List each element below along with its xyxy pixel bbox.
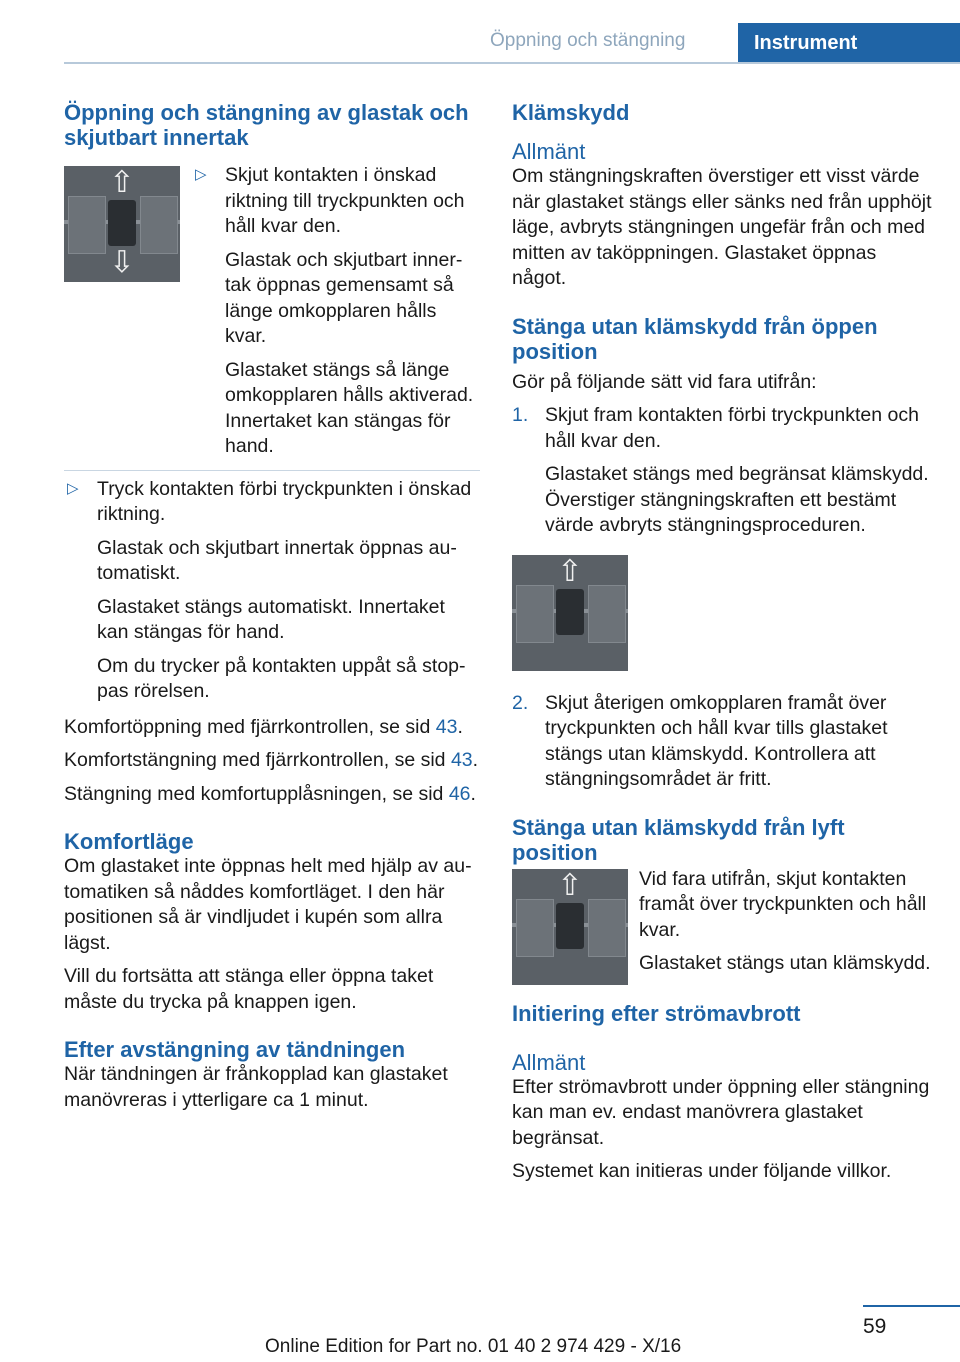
step-number: 1. — [512, 404, 529, 426]
paragraph: Om stängningskraften överstiger ett visst värde när glastaket stängs eller sänks ned från upphöjt läge, avbryts stängningen ungefär från och med mitten av taköppningen. Glastaket öppnas något. — [512, 165, 932, 289]
roof-switch-image — [64, 166, 180, 282]
subheading-general: Allmänt — [512, 139, 586, 164]
arrow-up-icon: ⇧ — [557, 554, 583, 588]
page-link-43[interactable]: 43 — [450, 749, 473, 771]
instruction-text: Glastaket stängs med begränsat klämskydd. Överstiger stängningskraften ett bestämt värde avbryts stängningsproceduren. — [545, 463, 929, 536]
list-item — [512, 691, 932, 793]
comfort-unlock-ref: Stängning med komfortupplåsningen, se sid 46. — [64, 782, 476, 805]
section-heading-pinch-protection: Klämskydd — [512, 100, 630, 125]
switch-icon — [556, 589, 584, 635]
paragraph: Om glastaket inte öppnas helt med hjälp av automatiken så nåddes komfortläget. I den här positionen så är vindljudet i kupén som allra lägst. — [64, 855, 472, 954]
comfort-open-ref: Komfortöppning med fjärrkontrollen, se sid 43. — [64, 715, 463, 738]
item-manual-row — [64, 166, 480, 468]
instruction-text: Vid fara utifrån, skjut kontakten framåt över tryckpunkten och håll kvar. — [639, 867, 927, 941]
left-column — [64, 100, 480, 1121]
header-rule — [64, 62, 960, 64]
lift-row — [512, 869, 932, 985]
paragraph: Efter strömavbrott under öppning eller stängning kan man ev. endast manövrera glastaket begränsat. — [512, 1075, 930, 1149]
section-heading-lift-position: Stänga utan klämskydd från lyft position — [512, 814, 845, 865]
instruction-text: Glastaket stängs så länge omkopplaren hålls aktiverad. Innertaket kan stängas för hand. — [225, 358, 474, 457]
instruction-text: Skjut återigen omkopplaren framåt över tryckpunkten och håll kvar tills glastaket stängs utan klämskydd. Kontrollera att stängningsområdet är fritt. — [545, 691, 888, 790]
right-column — [512, 100, 932, 1193]
page-link-46[interactable]: 46 — [448, 782, 471, 805]
header-section-title: Öppning och stängning — [490, 30, 686, 51]
list-item — [512, 403, 932, 539]
instruction-text: Skjut fram kontakten förbi tryckpunkten och håll kvar den. — [545, 404, 919, 452]
roof-switch-image — [512, 555, 628, 671]
triangle-bullet-icon: ▷ — [67, 479, 79, 497]
instruction-text: Skjut kontakten i önskad riktning till tryckpunkten och håll kvar den. — [225, 164, 465, 237]
paragraph: Systemet kan initieras under följande villkor. — [512, 1160, 892, 1182]
arrow-down-icon: ⇩ — [109, 246, 135, 279]
lift-text — [639, 867, 932, 985]
footer-rule — [863, 1305, 960, 1307]
paragraph: Gör på följande sätt vid fara utifrån: — [512, 370, 817, 393]
arrow-up-icon: ⇧ — [557, 868, 583, 902]
instruction-text: Glastaket stängs utan klämskydd. — [639, 952, 931, 974]
paragraph: Vill du fortsätta att stänga eller öppna taket måste du trycka på knappen igen. — [64, 965, 434, 1013]
section-heading-ignition: Efter avstängning av tändningen — [64, 1037, 406, 1062]
section-heading-initialization: Initiering efter strömavbrott — [512, 1000, 801, 1026]
page-link-43[interactable]: 43 — [435, 715, 458, 738]
instruction-text: Glastaket stängs automatiskt. Innertaket kan stängas för hand. — [97, 595, 445, 643]
list-item — [64, 477, 480, 705]
section-heading-comfort: Komfortläge — [64, 829, 194, 854]
header-chapter-tab[interactable]: Instrument — [738, 23, 960, 64]
subheading-general: Allmänt — [512, 1049, 586, 1075]
footer-edition: Online Edition for Part no. 01 40 2 974 429 - X/16 — [265, 1336, 682, 1357]
section-heading-open-position: Stänga utan klämskydd från öppen position — [512, 313, 878, 364]
instruction-text: Glastak och skjutbart innertak öppnas automatiskt. — [97, 536, 457, 584]
triangle-bullet-icon: ▷ — [195, 166, 207, 183]
roof-switch-image — [512, 869, 628, 985]
instruction-text: Tryck kontakten förbi tryckpunkten i önskad riktning. — [97, 477, 472, 525]
section-heading-glass-roof: Öppning och stängning av glastak och skjutbart innertak — [64, 100, 469, 150]
step-number: 2. — [512, 691, 529, 714]
divider — [64, 470, 480, 471]
list-item — [192, 163, 480, 468]
comfort-close-ref: Komfortstängning med fjärrkontrollen, se sid 43. — [64, 749, 479, 771]
page-number: 59 — [863, 1315, 887, 1338]
switch-icon — [108, 200, 136, 246]
paragraph: När tändningen är frånkopplad kan glastaket manövreras i ytterligare ca 1 minut. — [64, 1063, 448, 1111]
arrow-up-icon: ⇧ — [109, 166, 135, 199]
instruction-text: Om du trycker på kontakten uppåt så stoppas rörelsen. — [97, 654, 466, 702]
instruction-text: Glastak och skjutbart innertak öppnas gemensamt så länge omkopplaren hålls kvar. — [225, 248, 463, 347]
switch-icon — [556, 903, 584, 949]
